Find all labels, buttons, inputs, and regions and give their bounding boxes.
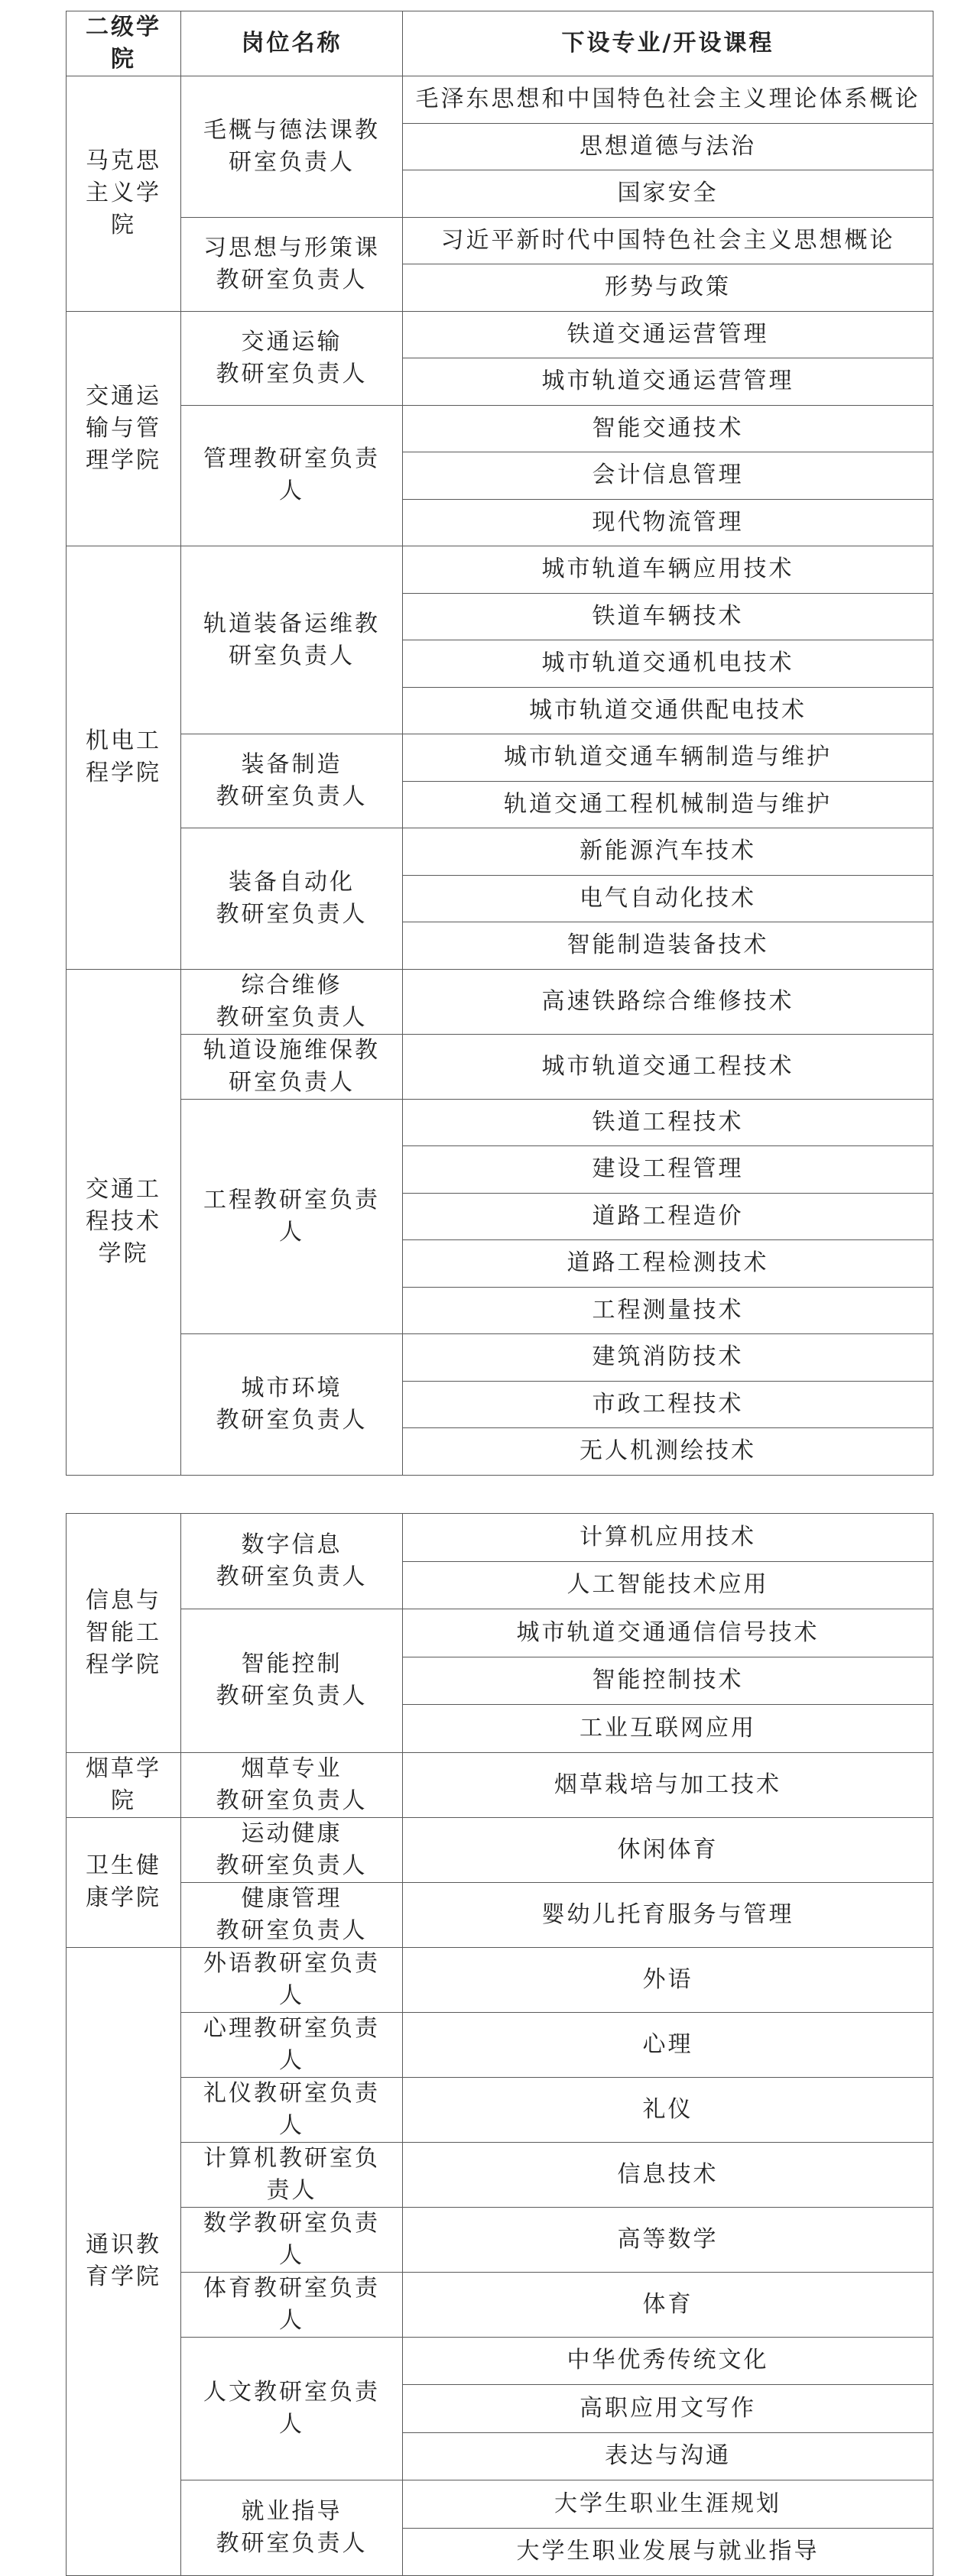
position-cell: 礼仪教研室负责人	[181, 2077, 403, 2142]
course-cell: 烟草栽培与加工技术	[403, 1752, 933, 1817]
college-cell: 交通工程技术学院	[67, 969, 181, 1475]
course-cell: 城市轨道交通机电技术	[403, 640, 933, 688]
position-cell: 轨道装备运维教研室负责人	[181, 546, 403, 734]
course-cell: 大学生职业生涯规划	[403, 2480, 933, 2529]
course-cell: 高职应用文写作	[403, 2385, 933, 2433]
course-cell: 铁道交通运营管理	[403, 311, 933, 358]
table-row	[67, 2337, 933, 2385]
position-cell: 管理教研室负责人	[181, 405, 403, 546]
table-row	[67, 1882, 933, 1947]
course-cell: 高等数学	[403, 2207, 933, 2272]
course-cell: 大学生职业发展与就业指导	[403, 2528, 933, 2576]
course-cell: 建筑消防技术	[403, 1334, 933, 1382]
position-cell: 就业指导 教研室负责人	[181, 2480, 403, 2576]
header-college: 二级学院	[67, 11, 181, 76]
header-course: 下设专业/开设课程	[403, 11, 933, 76]
college-cell: 机电工程学院	[67, 546, 181, 970]
course-cell: 智能交通技术	[403, 405, 933, 452]
table-row	[67, 1609, 933, 1657]
header-position: 岗位名称	[181, 11, 403, 76]
table-row	[67, 1034, 933, 1099]
college-cell: 卫生健康学院	[67, 1817, 181, 1947]
table-row	[67, 546, 933, 594]
course-cell: 城市轨道交通通信信号技术	[403, 1609, 933, 1657]
course-cell: 道路工程检测技术	[403, 1240, 933, 1288]
college-cell: 信息与智能工程学院	[67, 1514, 181, 1753]
college-cell: 马克思主义学院	[67, 76, 181, 312]
position-cell: 数学教研室负责人	[181, 2207, 403, 2272]
course-cell: 习近平新时代中国特色社会主义思想概论	[403, 217, 933, 264]
table-row	[67, 828, 933, 876]
position-cell: 体育教研室负责人	[181, 2272, 403, 2337]
course-cell: 工业互联网应用	[403, 1705, 933, 1753]
position-cell: 健康管理 教研室负责人	[181, 1882, 403, 1947]
table-row	[67, 1334, 933, 1382]
table-header-row	[67, 11, 933, 76]
position-cell: 综合维修 教研室负责人	[181, 969, 403, 1034]
position-cell: 习思想与形策课教研室负责人	[181, 217, 403, 311]
course-cell: 国家安全	[403, 170, 933, 218]
course-cell: 休闲体育	[403, 1817, 933, 1882]
course-cell: 建设工程管理	[403, 1146, 933, 1194]
course-cell: 市政工程技术	[403, 1381, 933, 1428]
table-row	[67, 76, 933, 124]
course-cell: 计算机应用技术	[403, 1514, 933, 1562]
position-cell: 智能控制 教研室负责人	[181, 1609, 403, 1753]
table-row	[67, 2012, 933, 2077]
college-cell: 通识教育学院	[67, 1947, 181, 2576]
course-cell: 毛泽东思想和中国特色社会主义理论体系概论	[403, 76, 933, 124]
table-row	[67, 1514, 933, 1562]
course-cell: 信息技术	[403, 2142, 933, 2207]
position-cell: 交通运输 教研室负责人	[181, 311, 403, 405]
course-cell: 智能控制技术	[403, 1657, 933, 1705]
position-cell: 毛概与德法课教研室负责人	[181, 76, 403, 218]
course-cell: 智能制造装备技术	[403, 922, 933, 970]
position-cell: 城市环境 教研室负责人	[181, 1334, 403, 1476]
course-cell: 心理	[403, 2012, 933, 2077]
positions-table-part-2	[66, 1513, 933, 2576]
table-row	[67, 2077, 933, 2142]
table-row	[67, 311, 933, 358]
position-cell: 运动健康 教研室负责人	[181, 1817, 403, 1882]
course-cell: 城市轨道交通供配电技术	[403, 687, 933, 734]
position-cell: 计算机教研室负责人	[181, 2142, 403, 2207]
course-cell: 铁道车辆技术	[403, 593, 933, 640]
table-row	[67, 2207, 933, 2272]
table-row	[67, 217, 933, 264]
course-cell: 礼仪	[403, 2077, 933, 2142]
position-cell: 轨道设施维保教研室负责人	[181, 1034, 403, 1099]
position-cell: 外语教研室负责人	[181, 1947, 403, 2012]
table-row	[67, 405, 933, 452]
course-cell: 会计信息管理	[403, 452, 933, 500]
positions-table-part-1	[66, 11, 933, 1476]
course-cell: 高速铁路综合维修技术	[403, 969, 933, 1034]
course-cell: 外语	[403, 1947, 933, 2012]
table-row	[67, 1752, 933, 1817]
course-cell: 城市轨道交通运营管理	[403, 358, 933, 406]
table-row	[67, 1099, 933, 1146]
course-cell: 轨道交通工程机械制造与维护	[403, 781, 933, 828]
course-cell: 铁道工程技术	[403, 1099, 933, 1146]
table-row	[67, 969, 933, 1034]
position-cell: 人文教研室负责人	[181, 2337, 403, 2480]
table-row	[67, 734, 933, 782]
position-cell: 工程教研室负责人	[181, 1099, 403, 1334]
course-cell: 表达与沟通	[403, 2432, 933, 2480]
table-row	[67, 2142, 933, 2207]
position-cell: 装备制造 教研室负责人	[181, 734, 403, 828]
table-row	[67, 2480, 933, 2529]
course-cell: 电气自动化技术	[403, 875, 933, 922]
position-cell: 烟草专业 教研室负责人	[181, 1752, 403, 1817]
course-cell: 道路工程造价	[403, 1193, 933, 1240]
course-cell: 体育	[403, 2272, 933, 2337]
table-row	[67, 1947, 933, 2012]
position-cell: 装备自动化 教研室负责人	[181, 828, 403, 970]
position-cell: 数字信息 教研室负责人	[181, 1514, 403, 1609]
course-cell: 城市轨道交通车辆制造与维护	[403, 734, 933, 782]
course-cell: 形势与政策	[403, 264, 933, 312]
course-cell: 中华优秀传统文化	[403, 2337, 933, 2385]
course-cell: 城市轨道车辆应用技术	[403, 546, 933, 594]
college-cell: 烟草学院	[67, 1752, 181, 1817]
table-row	[67, 1817, 933, 1882]
course-cell: 工程测量技术	[403, 1287, 933, 1334]
position-cell: 心理教研室负责人	[181, 2012, 403, 2077]
course-cell: 思想道德与法治	[403, 123, 933, 170]
course-cell: 婴幼儿托育服务与管理	[403, 1882, 933, 1947]
table-row	[67, 2272, 933, 2337]
course-cell: 新能源汽车技术	[403, 828, 933, 876]
course-cell: 城市轨道交通工程技术	[403, 1034, 933, 1099]
course-cell: 人工智能技术应用	[403, 1561, 933, 1609]
college-cell: 交通运输与管理学院	[67, 311, 181, 546]
course-cell: 现代物流管理	[403, 499, 933, 546]
course-cell: 无人机测绘技术	[403, 1428, 933, 1476]
